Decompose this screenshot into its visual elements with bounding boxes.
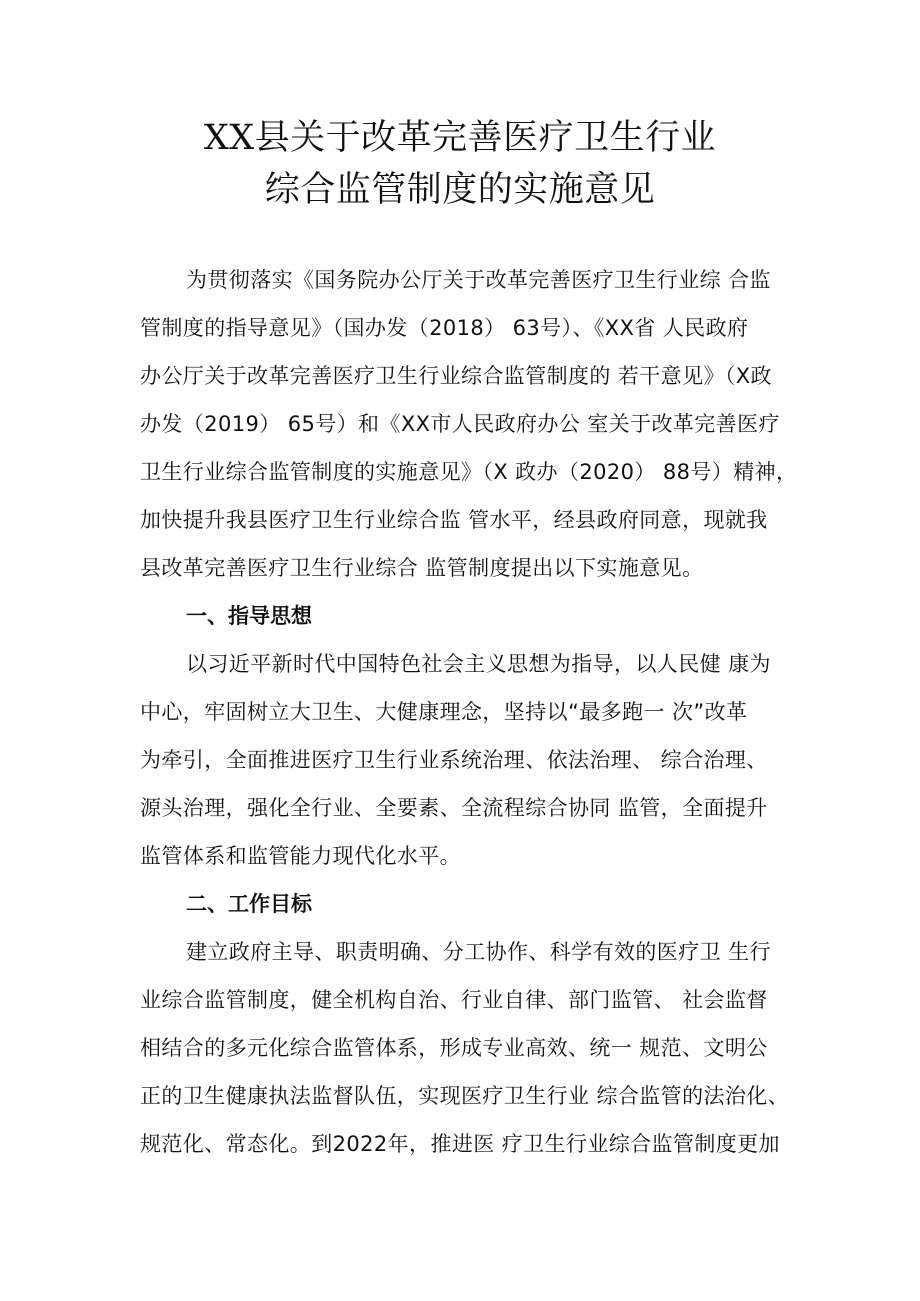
- section-heading-work-goals: 二、工作目标: [186, 892, 312, 916]
- document-title-line-1: XX县关于改革完善医疗卫生行业: [203, 118, 717, 158]
- section-1-line: 以习近平新时代中国特色社会主义思想为指导，以人民健 康为: [186, 652, 771, 676]
- intro-line: 办公厅关于改革完善医疗卫生行业综合监管制度的 若干意见》（X政: [140, 364, 772, 388]
- section-1-line: 中心，牢固树立大卫生、大健康理念，坚持以“最多跑一 次”改革: [140, 700, 748, 724]
- intro-line: 县改革完善医疗卫生行业综合 监管制度提出以下实施意见。: [140, 556, 704, 580]
- section-1-line: 监管体系和监管能力现代化水平。: [140, 844, 461, 868]
- section-1-line: 为牵引，全面推进医疗卫生行业系统治理、依法治理、 综合治理、: [140, 748, 768, 772]
- section-2-line: 相结合的多元化综合监管体系，形成专业高效、统一 规范、文明公: [140, 1036, 768, 1060]
- section-2-line: 正的卫生健康执法监督队伍，实现医疗卫生行业 综合监管的法治化、: [140, 1084, 790, 1108]
- intro-line: 卫生行业综合监管制度的实施意见》（X 政办（2020） 88号）精神，: [140, 460, 798, 484]
- section-heading-guiding-thought: 一、指导思想: [186, 604, 312, 628]
- section-2-line: 建立政府主导、职责明确、分工协作、科学有效的医疗卫 生行: [186, 940, 771, 964]
- section-2-line: 规范化、常态化。到2022年，推进医 疗卫生行业综合监管制度更加: [140, 1132, 780, 1156]
- intro-line: 管制度的指导意见》（国办发（2018） 63号）、《XX省 人民政府: [140, 316, 749, 340]
- document-title-line-2: 综合监管制度的实施意见: [264, 170, 656, 210]
- intro-line: 办发（2019） 65号）和《XX市人民政府办公 室关于改革完善医疗: [140, 412, 780, 436]
- intro-line: 加快提升我县医疗卫生行业综合监 管水平，经县政府同意，现就我: [140, 508, 768, 532]
- section-1-line: 源头治理，强化全行业、全要素、全流程综合协同 监管，全面提升: [140, 796, 768, 820]
- intro-line: 为贯彻落实《国务院办公厅关于改革完善医疗卫生行业综 合监: [186, 268, 771, 292]
- section-2-line: 业综合监管制度，健全机构自治、行业自律、部门监管、 社会监督: [140, 988, 768, 1012]
